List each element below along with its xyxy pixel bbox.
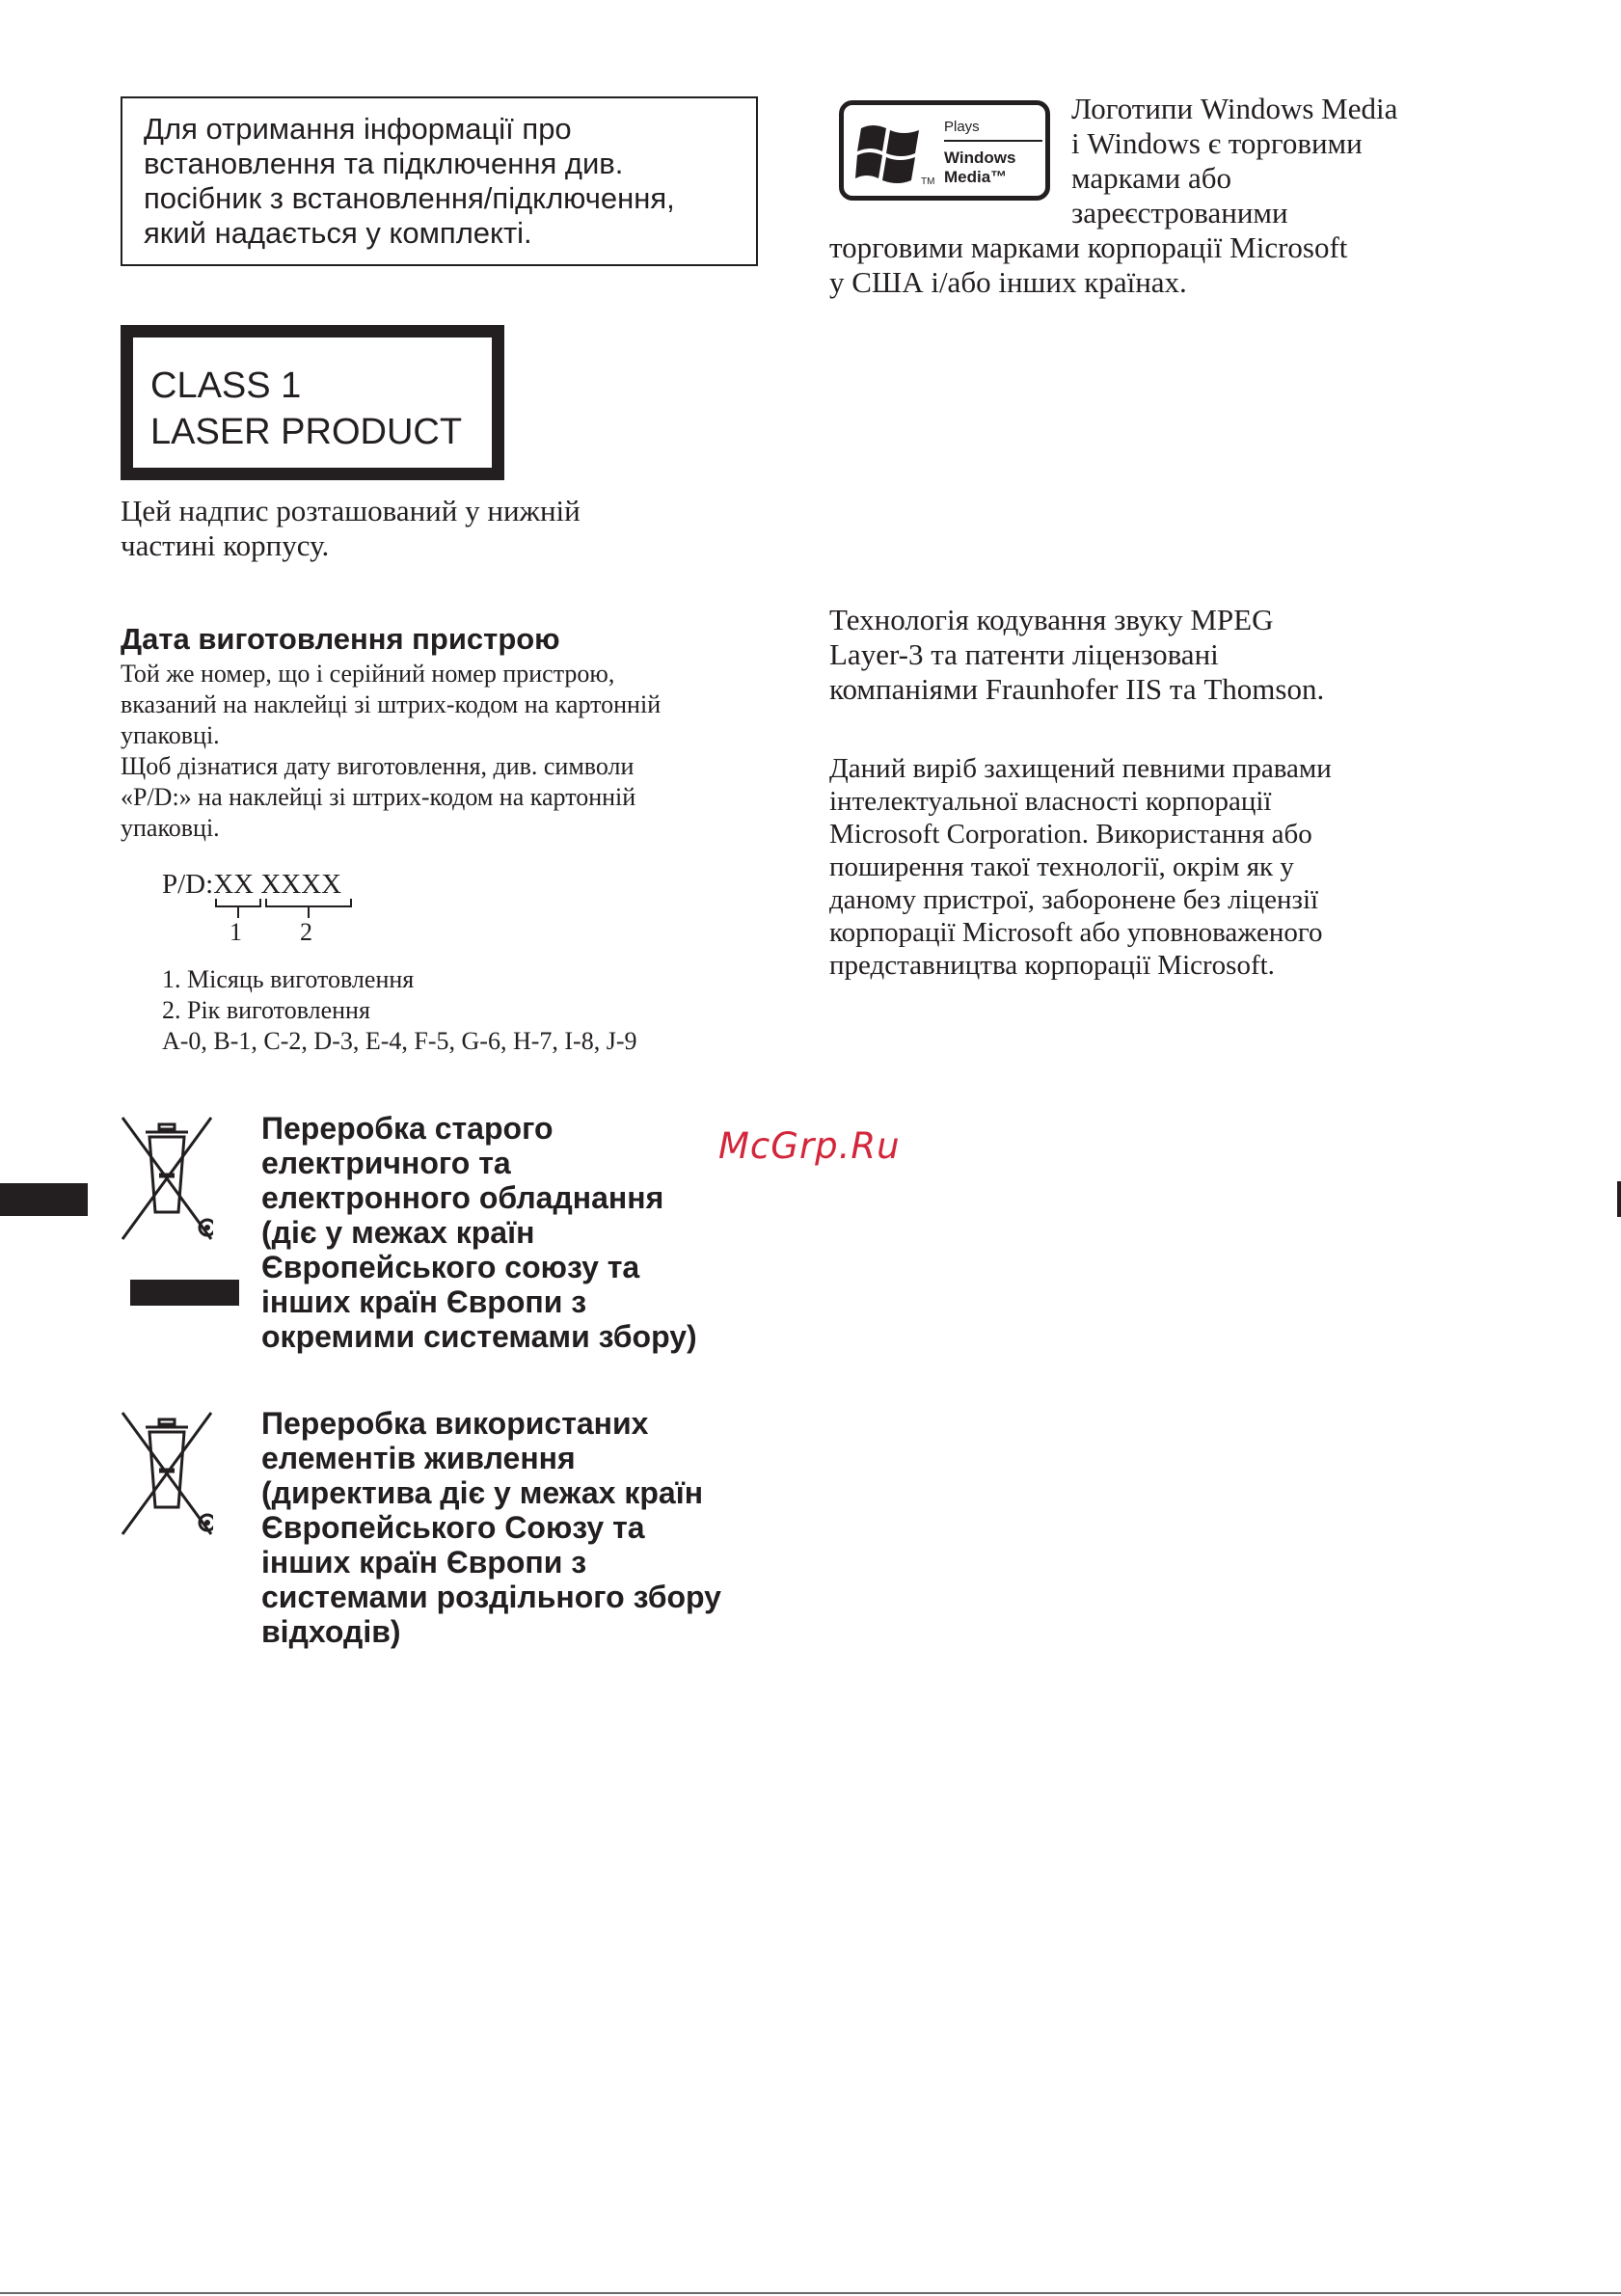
- manufacture-date-heading: Дата виготовлення пристрою: [121, 622, 560, 656]
- pd-brackets: [162, 868, 374, 955]
- section-tab-marker: [0, 1183, 88, 1216]
- pd-code-diagram: [162, 868, 374, 955]
- pd-label-1: 1: [230, 918, 242, 946]
- mpeg-line: Layer-3 та патенти ліцензовані: [829, 637, 1219, 671]
- page-bottom-rule: [0, 2292, 1621, 2294]
- laser-product-line: LASER PRODUCT: [150, 412, 463, 452]
- pd-year-part: XXXX: [260, 869, 342, 900]
- recycle-line: елементів живлення: [261, 1441, 576, 1475]
- trademark-line: і Windows є торговими: [1071, 126, 1363, 160]
- recycle-line: Європейського союзу та: [261, 1250, 640, 1284]
- recycle-line: Переробка старого: [261, 1111, 554, 1146]
- pd-legend: [162, 964, 637, 1057]
- recycle-line: електронного обладнання: [261, 1180, 664, 1215]
- wm-media-text: Media™: [944, 168, 1008, 186]
- date-line: упаковці.: [121, 814, 220, 842]
- manufacture-date-text: [121, 659, 661, 844]
- windows-media-trademark-text: [829, 92, 1620, 300]
- trademark-line: торговими марками корпорації Microsoft: [829, 230, 1348, 264]
- mpeg-line: Технологія кодування звуку MPEG: [829, 603, 1274, 636]
- crossed-bin-icon: [121, 1411, 213, 1546]
- recycle-line: інших країн Європи з: [261, 1545, 587, 1580]
- laser-class-line: CLASS 1: [150, 365, 302, 406]
- ms-line: представництва корпорації Microsoft.: [829, 950, 1275, 981]
- info-line: який надається у комплекті.: [144, 216, 532, 250]
- wm-tm-text: TM: [921, 176, 935, 187]
- ms-line: даному пристрої, заборонене без ліцензії: [829, 884, 1319, 915]
- date-line: Щоб дізнатися дату виготовлення, див. символи: [121, 752, 635, 780]
- legend-line: 2. Рік виготовлення: [162, 996, 370, 1024]
- legend-line: 1. Місяць виготовлення: [162, 965, 415, 993]
- pd-prefix: P/D:: [162, 869, 214, 900]
- recycle-line: інших країн Європи з: [261, 1284, 587, 1319]
- info-line: Для отримання інформації про: [144, 112, 572, 146]
- edge-marker: [1617, 1181, 1621, 1217]
- setup-info-box: [121, 96, 758, 266]
- ms-line: корпорації Microsoft або уповноваженого: [829, 917, 1323, 948]
- trademark-line: марками або: [1071, 161, 1232, 195]
- legend-line: A-0, B-1, C-2, D-3, E-4, F-5, G-6, H-7, I-8, J-9: [162, 1027, 637, 1055]
- wm-plays-text: Plays: [944, 119, 980, 135]
- microsoft-ip-text: [829, 752, 1332, 982]
- recycling-equipment-title: [261, 1111, 697, 1354]
- caption-line: Цей надпис розташований у нижній: [121, 494, 581, 527]
- recycling-batteries-title: [261, 1406, 721, 1649]
- recycle-line: електричного та: [261, 1146, 511, 1180]
- pd-label-2: 2: [300, 918, 312, 946]
- pd-month-part: XX: [213, 869, 255, 900]
- trademark-line: Логотипи Windows Media: [1071, 92, 1398, 125]
- recycle-line: окремими системами збору): [261, 1319, 697, 1354]
- mpeg-license-text: [829, 603, 1324, 707]
- date-line: Той же номер, що і серійний номер пристрою,: [121, 660, 615, 688]
- laser-label-caption: [121, 494, 581, 563]
- date-line: упаковці.: [121, 721, 220, 749]
- date-line: вказаний на наклейці зі штрих-кодом на картонній: [121, 690, 662, 718]
- recycle-line: Європейського Союзу та: [261, 1510, 645, 1545]
- wm-windows-text: Windows: [944, 149, 1016, 167]
- ms-line: Даний виріб захищений певними правами: [829, 753, 1332, 784]
- ms-line: інтелектуальної власності корпорації: [829, 786, 1272, 817]
- trademark-line: зареєстрованими: [1071, 196, 1288, 230]
- laser-class-label: [121, 325, 504, 480]
- recycle-line: Переробка використаних: [261, 1406, 649, 1441]
- info-line: встановлення та підключення див.: [144, 147, 624, 180]
- recycle-line: (діє у межах країн: [261, 1215, 535, 1250]
- crossed-bin-icon: [121, 1116, 213, 1251]
- caption-line: частині корпусу.: [121, 528, 330, 562]
- black-bar: [130, 1280, 239, 1306]
- ms-line: Microsoft Corporation. Використання або: [829, 819, 1312, 850]
- recycle-line: відходів): [261, 1614, 401, 1649]
- date-line: «P/D:» на наклейці зі штрих-кодом на картонній: [121, 783, 636, 811]
- recycle-line: (директива діє у межах країн: [261, 1475, 704, 1510]
- trademark-line: у США і/або інших країнах.: [829, 265, 1187, 299]
- recycle-line: системами роздільного збору: [261, 1580, 721, 1614]
- ms-line: поширення такої технології, окрім як у: [829, 851, 1294, 882]
- mpeg-line: компаніями Fraunhofer IIS та Thomson.: [829, 672, 1325, 706]
- info-line: посібник з встановлення/підключення,: [144, 181, 675, 215]
- site-watermark: McGrp.Ru: [718, 1125, 901, 1167]
